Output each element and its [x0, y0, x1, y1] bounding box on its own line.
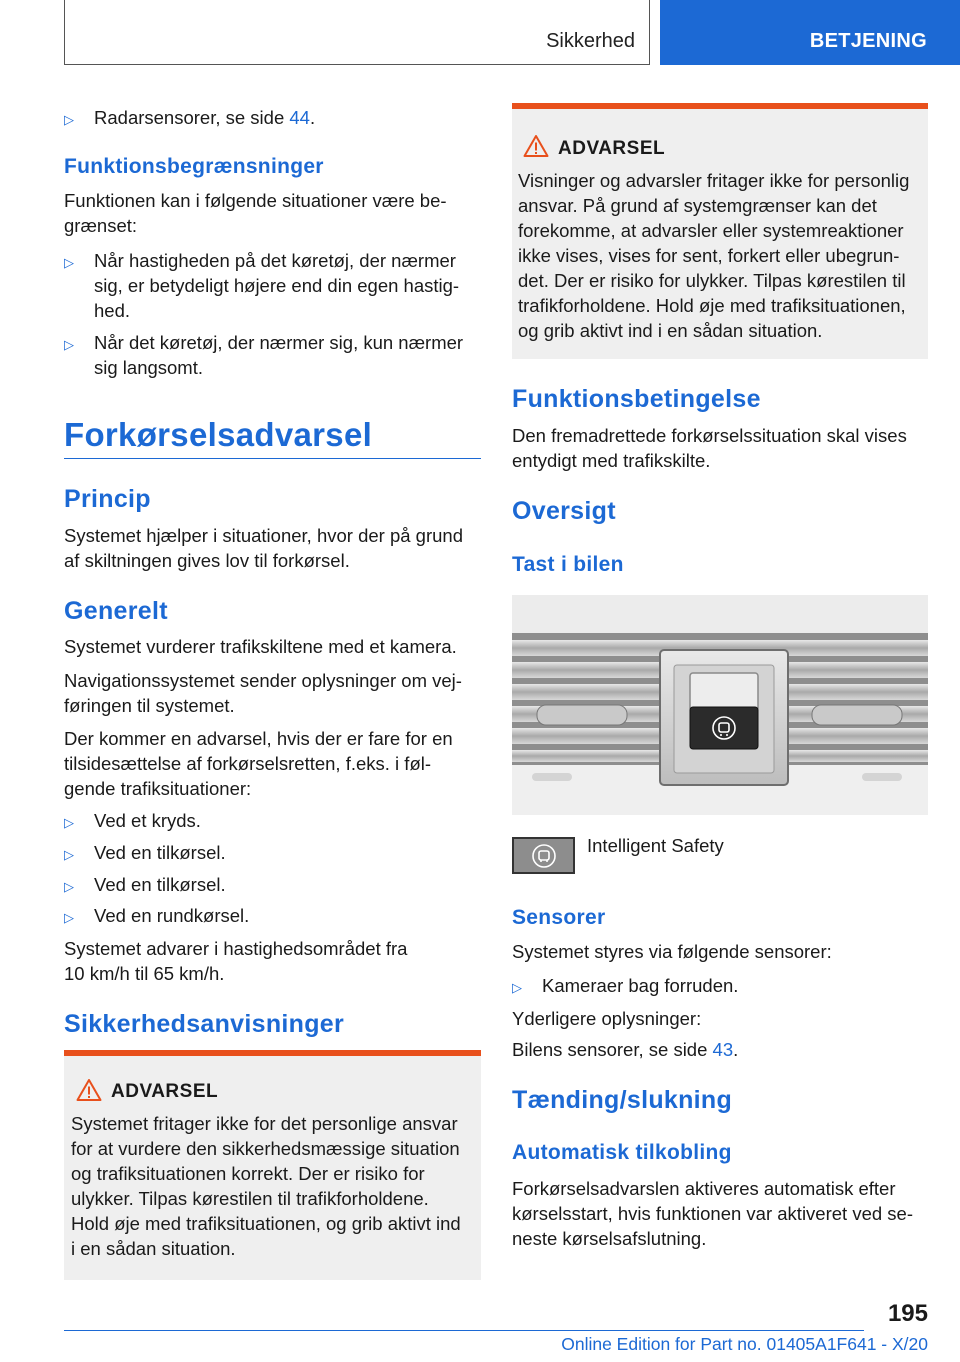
warning-line: ulykker. Tilpas kørestilen til trafikforholdene.: [71, 1188, 429, 1209]
warning-line: og trafiksituationen korrekt. Der er risiko for: [71, 1163, 425, 1184]
triangle-bullet-icon: ▷: [64, 337, 74, 352]
button-caption: Intelligent Safety: [587, 835, 724, 856]
paragraph-line: af skiltningen gives lov til forkørsel.: [64, 550, 350, 571]
triangle-bullet-icon: ▷: [64, 112, 74, 127]
list-item: [64, 105, 481, 132]
subsection-heading: Sensorer: [512, 906, 606, 929]
paragraph-line: 10 km/h til 65 km/h.: [64, 963, 225, 984]
page-link-43[interactable]: 43: [712, 1039, 734, 1060]
bullet-line: sig, er betydeligt højere end din egen hastig-: [94, 275, 460, 296]
paragraph-line: Den fremadrettede forkørselssituation skal vises: [512, 425, 907, 446]
header-chapter-label: BETJENING: [809, 30, 927, 52]
bullet-line: Når det køretøj, der nærmer sig, kun nærmer: [94, 332, 464, 353]
triangle-bullet-icon: ▷: [512, 980, 522, 995]
paragraph-line: Yderligere oplysninger:: [512, 1008, 702, 1029]
bullet-suffix: .: [309, 107, 316, 128]
list-item: [64, 840, 226, 867]
warning-title: ADVARSEL: [111, 1081, 219, 1102]
subsection-heading: Tast i bilen: [512, 553, 624, 576]
bullet-text: Ved en rundkørsel.: [94, 905, 250, 926]
section-heading: Funktionsbegrænsninger: [64, 155, 324, 178]
intelligent-safety-button-icon: [512, 837, 575, 874]
bullet-text: Ved en tilkørsel.: [94, 874, 226, 895]
subsection-heading: Automatisk tilkobling: [512, 1141, 732, 1164]
warning-triangle-icon: [523, 134, 549, 158]
page-link-44[interactable]: 44: [289, 107, 310, 128]
warning-line: og grib aktivt ind i en sådan situation.: [518, 320, 823, 341]
car-safety-icon: [531, 843, 557, 869]
header-chapter-tab: [660, 0, 960, 65]
triangle-bullet-icon: ▷: [64, 879, 74, 894]
bullet-text: Ved en tilkørsel.: [94, 842, 226, 863]
paragraph-line: entydigt med trafikskilte.: [512, 450, 711, 471]
paragraph-line: Navigationssystemet sender oplysninger om vej-: [64, 670, 462, 691]
bullet-text: Ved et kryds.: [94, 810, 201, 831]
list-item: [64, 872, 226, 899]
header-section-tab: [64, 0, 650, 65]
warning-line: for at vurdere den sikkerhedsmæssige situation: [71, 1138, 460, 1159]
warning-line: forekomme, at advarsler eller systemreaktioner: [518, 220, 904, 241]
paragraph-line: neste kørselsafslutning.: [512, 1228, 707, 1249]
paragraph-line: føringen til systemet.: [64, 695, 235, 716]
warning-line: Visninger og advarsler fritager ikke for personlig: [518, 170, 910, 191]
title-divider: [64, 458, 481, 459]
paragraph-line: Funktionen kan i følgende situationer være be-: [64, 190, 447, 211]
vent-illustration: [512, 595, 928, 815]
section-heading: Oversigt: [512, 497, 616, 525]
bullet-text: Kameraer bag forruden.: [542, 975, 739, 996]
section-heading: Princip: [64, 485, 151, 513]
footer-divider: [64, 1330, 864, 1331]
footer-edition: Online Edition for Part no. 01405A1F641 - X/20: [561, 1334, 928, 1354]
paragraph-line: Der kommer en advarsel, hvis der er fare for en: [64, 728, 453, 749]
section-heading: Funktionsbetingelse: [512, 385, 761, 413]
warning-line: ansvar. På grund af systemgrænser kan det: [518, 195, 877, 216]
warning-line: det. Der er risiko for ulykker. Tilpas kørestilen til: [518, 270, 906, 291]
triangle-bullet-icon: ▷: [64, 847, 74, 862]
warning-triangle-icon: [76, 1078, 102, 1102]
warning-box: [64, 1050, 481, 1280]
list-item: [64, 903, 249, 930]
paragraph-line: Systemet styres via følgende sensorer:: [512, 941, 832, 962]
paragraph-line: Forkørselsadvarslen aktiveres automatisk efter: [512, 1178, 896, 1199]
warning-line: Systemet fritager ikke for det personlige ansvar: [71, 1113, 458, 1134]
paragraph-line: Systemet vurderer trafikskiltene med et kamera.: [64, 636, 457, 657]
paragraph-line: Systemet advarer i hastighedsområdet fra: [64, 938, 408, 959]
paragraph-suffix: .: [733, 1039, 739, 1060]
triangle-bullet-icon: ▷: [64, 255, 74, 270]
paragraph-line: gende trafiksituationer:: [64, 778, 252, 799]
header-section-label: Sikkerhed: [546, 30, 635, 52]
list-item: [512, 973, 738, 1000]
paragraph-line: Systemet hjælper i situationer, hvor der på grund: [64, 525, 463, 546]
paragraph-text: Bilens sensorer, se side: [512, 1039, 713, 1060]
list-item: [64, 808, 201, 835]
triangle-bullet-icon: ▷: [64, 815, 74, 830]
section-heading: Tænding/slukning: [512, 1086, 733, 1114]
paragraph-line: tilsidesættelse af forkørselsretten, f.eks. i føl-: [64, 753, 432, 774]
page-number: 195: [887, 1300, 928, 1327]
bullet-line: Når hastigheden på det køretøj, der nærmer: [94, 250, 456, 271]
section-heading: Sikkerhedsanvisninger: [64, 1010, 345, 1038]
warning-box: [512, 103, 928, 359]
warning-title: ADVARSEL: [558, 138, 666, 159]
list-item: [64, 248, 459, 323]
warning-line: ikke vises, vises for sent, forkert eller ubegrun-: [518, 245, 900, 266]
section-heading: Generelt: [64, 597, 168, 625]
bullet-line: hed.: [94, 300, 131, 321]
triangle-bullet-icon: ▷: [64, 910, 74, 925]
bullet-line: sig langsomt.: [94, 357, 203, 378]
warning-line: i en sådan situation.: [71, 1238, 236, 1259]
warning-line: trafikforholdene. Hold øje med trafiksituationen,: [518, 295, 906, 316]
dashboard-vent-image: [512, 595, 928, 815]
bullet-text: Radarsensorer, se side: [94, 107, 290, 128]
list-item: [64, 330, 463, 380]
page-title: Forkørselsadvarsel: [64, 416, 373, 453]
paragraph-line: grænset:: [64, 215, 138, 236]
warning-line: Hold øje med trafiksituationen, og grib aktivt ind: [71, 1213, 461, 1234]
paragraph-line: [512, 1037, 738, 1062]
paragraph-line: kørselsstart, hvis funktionen var aktiveret ved se-: [512, 1203, 913, 1224]
